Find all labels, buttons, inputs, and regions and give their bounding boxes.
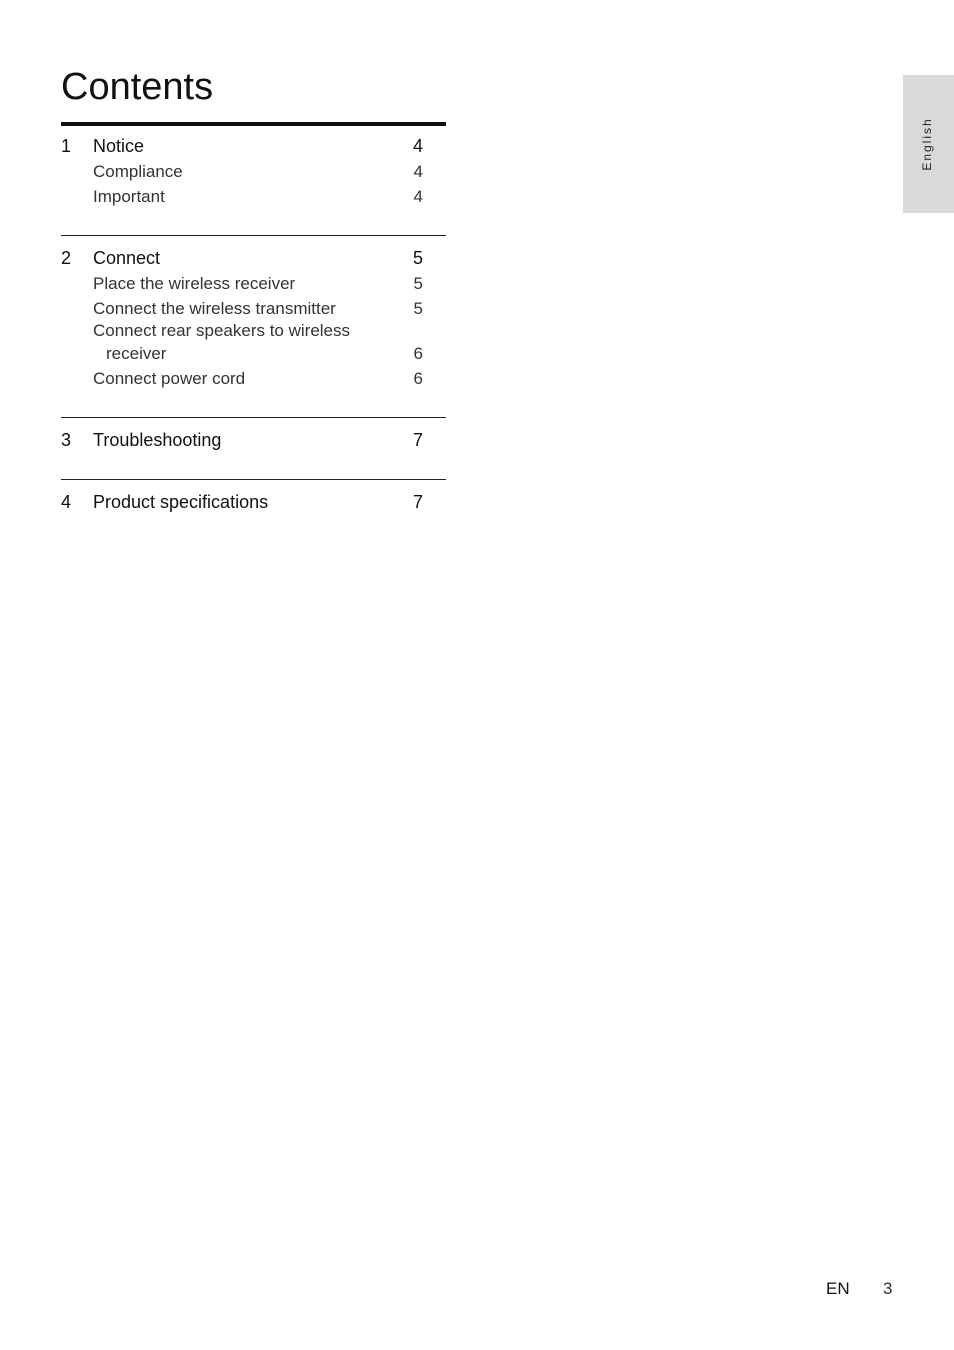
page-number: 6 [413,344,423,363]
section-title: Troubleshooting [93,430,222,450]
section-number: 4 [61,492,72,512]
section-number: 2 [61,248,72,268]
subsection-title: Connect rear speakers to wireless [93,321,351,340]
page-title: Contents [61,66,214,108]
subsection-title-continued: receiver [106,344,167,363]
toc-entry-compliance[interactable] [61,159,446,184]
table-of-contents [61,122,446,541]
toc-entry-important[interactable] [61,184,446,209]
toc-entry-connect-rear-speakers-cont[interactable] [61,341,446,366]
language-tab-label: English [920,117,934,171]
page-number: 5 [412,248,423,268]
section-number: 3 [61,430,72,450]
subsection-title: Compliance [93,162,183,181]
language-tab [903,75,954,213]
toc-section-notice [61,122,446,235]
toc-section-connect [61,235,446,417]
toc-entry-connect[interactable] [61,246,446,271]
subsection-title: Connect power cord [93,369,246,388]
toc-entry-troubleshooting[interactable] [61,428,446,453]
section-title: Connect [93,248,161,268]
footer-language: EN [826,1279,850,1298]
toc-entry-connect-power-cord[interactable] [61,366,446,391]
page-number: 4 [412,136,423,156]
section-title: Notice [93,136,145,156]
page-number: 5 [413,274,423,293]
page-number: 7 [412,492,423,512]
toc-entry-connect-rear-speakers[interactable] [61,321,446,341]
toc-entry-place-receiver[interactable] [61,271,446,296]
subsection-title: Important [93,187,165,206]
page-number: 6 [413,369,423,388]
footer-page-number: 3 [883,1279,893,1298]
page-number: 4 [413,162,423,181]
page-number: 4 [413,187,423,206]
toc-section-product-specifications [61,479,446,541]
toc-entry-product-specifications[interactable] [61,490,446,515]
page-number: 5 [413,299,423,318]
subsection-title: Place the wireless receiver [93,274,296,293]
subsection-title: Connect the wireless transmitter [93,299,336,318]
section-number: 1 [61,136,72,156]
page-number: 7 [412,430,423,450]
section-title: Product specifications [93,492,269,512]
toc-entry-connect-transmitter[interactable] [61,296,446,321]
toc-section-troubleshooting [61,417,446,479]
toc-entry-notice[interactable] [61,134,446,159]
